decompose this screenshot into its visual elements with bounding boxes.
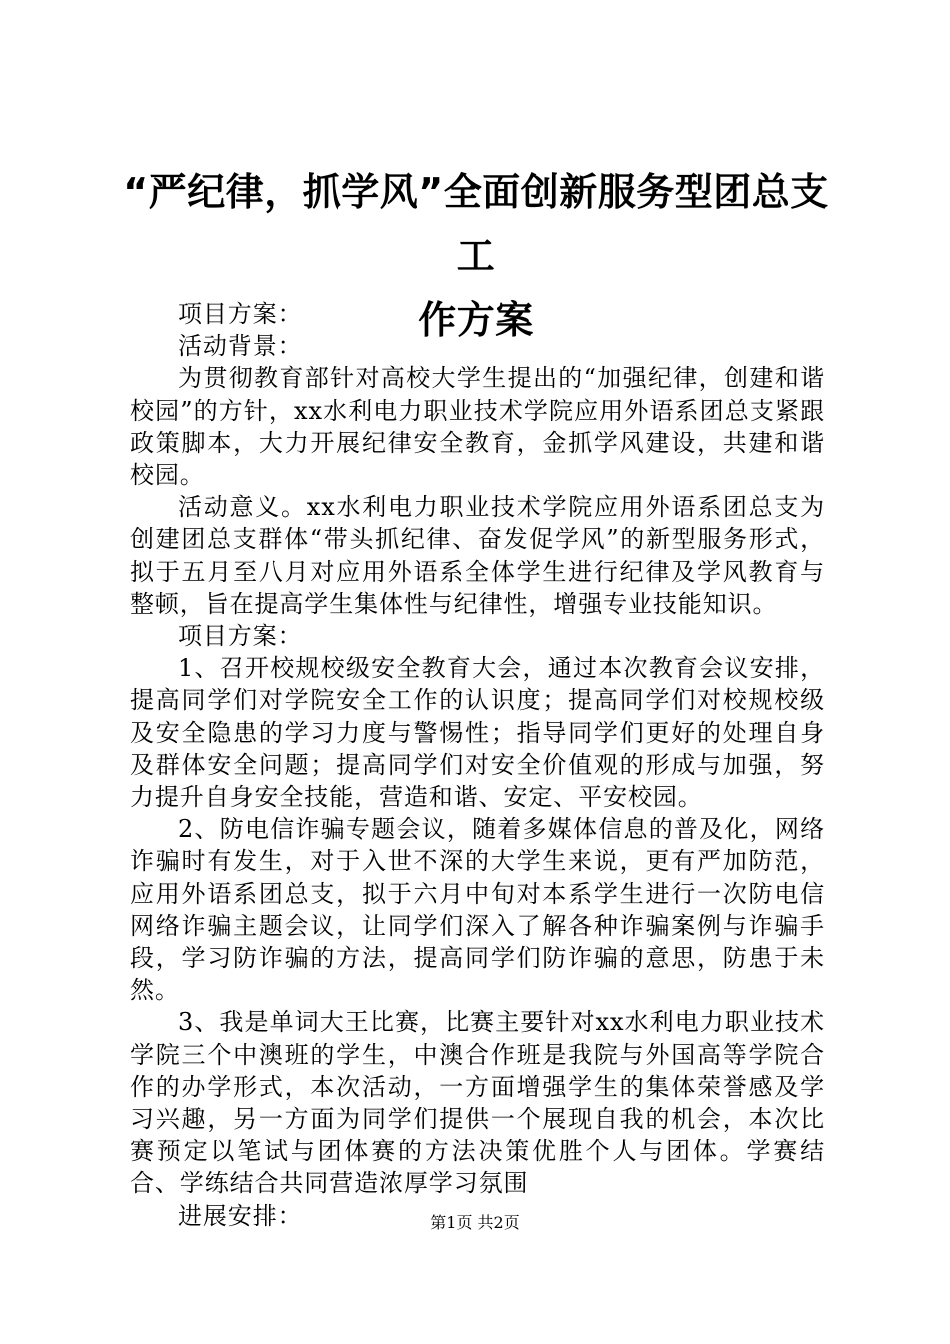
paragraph-project-plan-label-2: 项目方案： <box>178 622 303 651</box>
paragraph-significance: 活动意义。xx水利电力职业技术学院应用外语系团总支为创建团总支群体“带头抓纪律、奋发促学风”的新型服务形式，拟于五月至八月对应用外语系全体学生进行纪律及学风教育与整顿，旨在提高学生集体性与纪律性，增强专业技能知识。 <box>130 493 825 618</box>
paragraph-project-plan-label: 项目方案： <box>178 300 303 328</box>
paragraph-item-2: 2、防电信诈骗专题会议，随着多媒体信息的普及化，网络诈骗时有发生，对于入世不深的大学生来说，更有严加防范，应用外语系团总支，拟于六月中旬对本系学生进行一次防电信网络诈骗主题会议，让同学们深入了解各种诈骗案例与诈骗手段，学习防诈骗的方法，提高同学们防诈骗的意思，防患于未然。 <box>130 815 825 1005</box>
paragraph-background: 为贯彻教育部针对高校大学生提出的“加强纪律，创建和谐校园”的方针，xx水利电力职业技术学院应用外语系团总支紧跟政策脚本，大力开展纪律安全教育，金抓学风建设，共建和谐校园。 <box>130 364 825 490</box>
document-body <box>130 298 825 1232</box>
paragraph-item-3: 3、我是单词大王比赛，比赛主要针对xx水利电力职业技术学院三个中澳班的学生，中澳合作班是我院与外国高等学院合作的办学形式，本次活动，一方面增强学生的集体荣誉感及学习兴趣，另一方面为同学们提供一个展现自我的机会，本次比赛预定以笔试与团体赛的方法决策优胜个人与团体。学赛结合、学练结合共同营造浓厚学习氛围 <box>130 1008 825 1198</box>
title-line-1: “严纪律，抓学风”全面创新服务型团总支工 <box>123 170 829 278</box>
paragraph-item-1: 1、召开校规校级安全教育大会，通过本次教育会议安排，提高同学们对学院安全工作的认识度；提高同学们对校规校级及安全隐患的学习力度与警惕性；指导同学们更好的处理自身及群体安全问题；提高同学们对安全价值观的形成与加强，努力提升自身安全技能，营造和谐、安定、平安校园。 <box>130 654 825 812</box>
paragraph-schedule-label: 进展安排： <box>178 1201 303 1230</box>
page-footer: 第1页 共2页 <box>430 1213 520 1232</box>
paragraph-background-label: 活动背景： <box>178 332 303 361</box>
title-line-2: 作方案 <box>418 298 534 342</box>
